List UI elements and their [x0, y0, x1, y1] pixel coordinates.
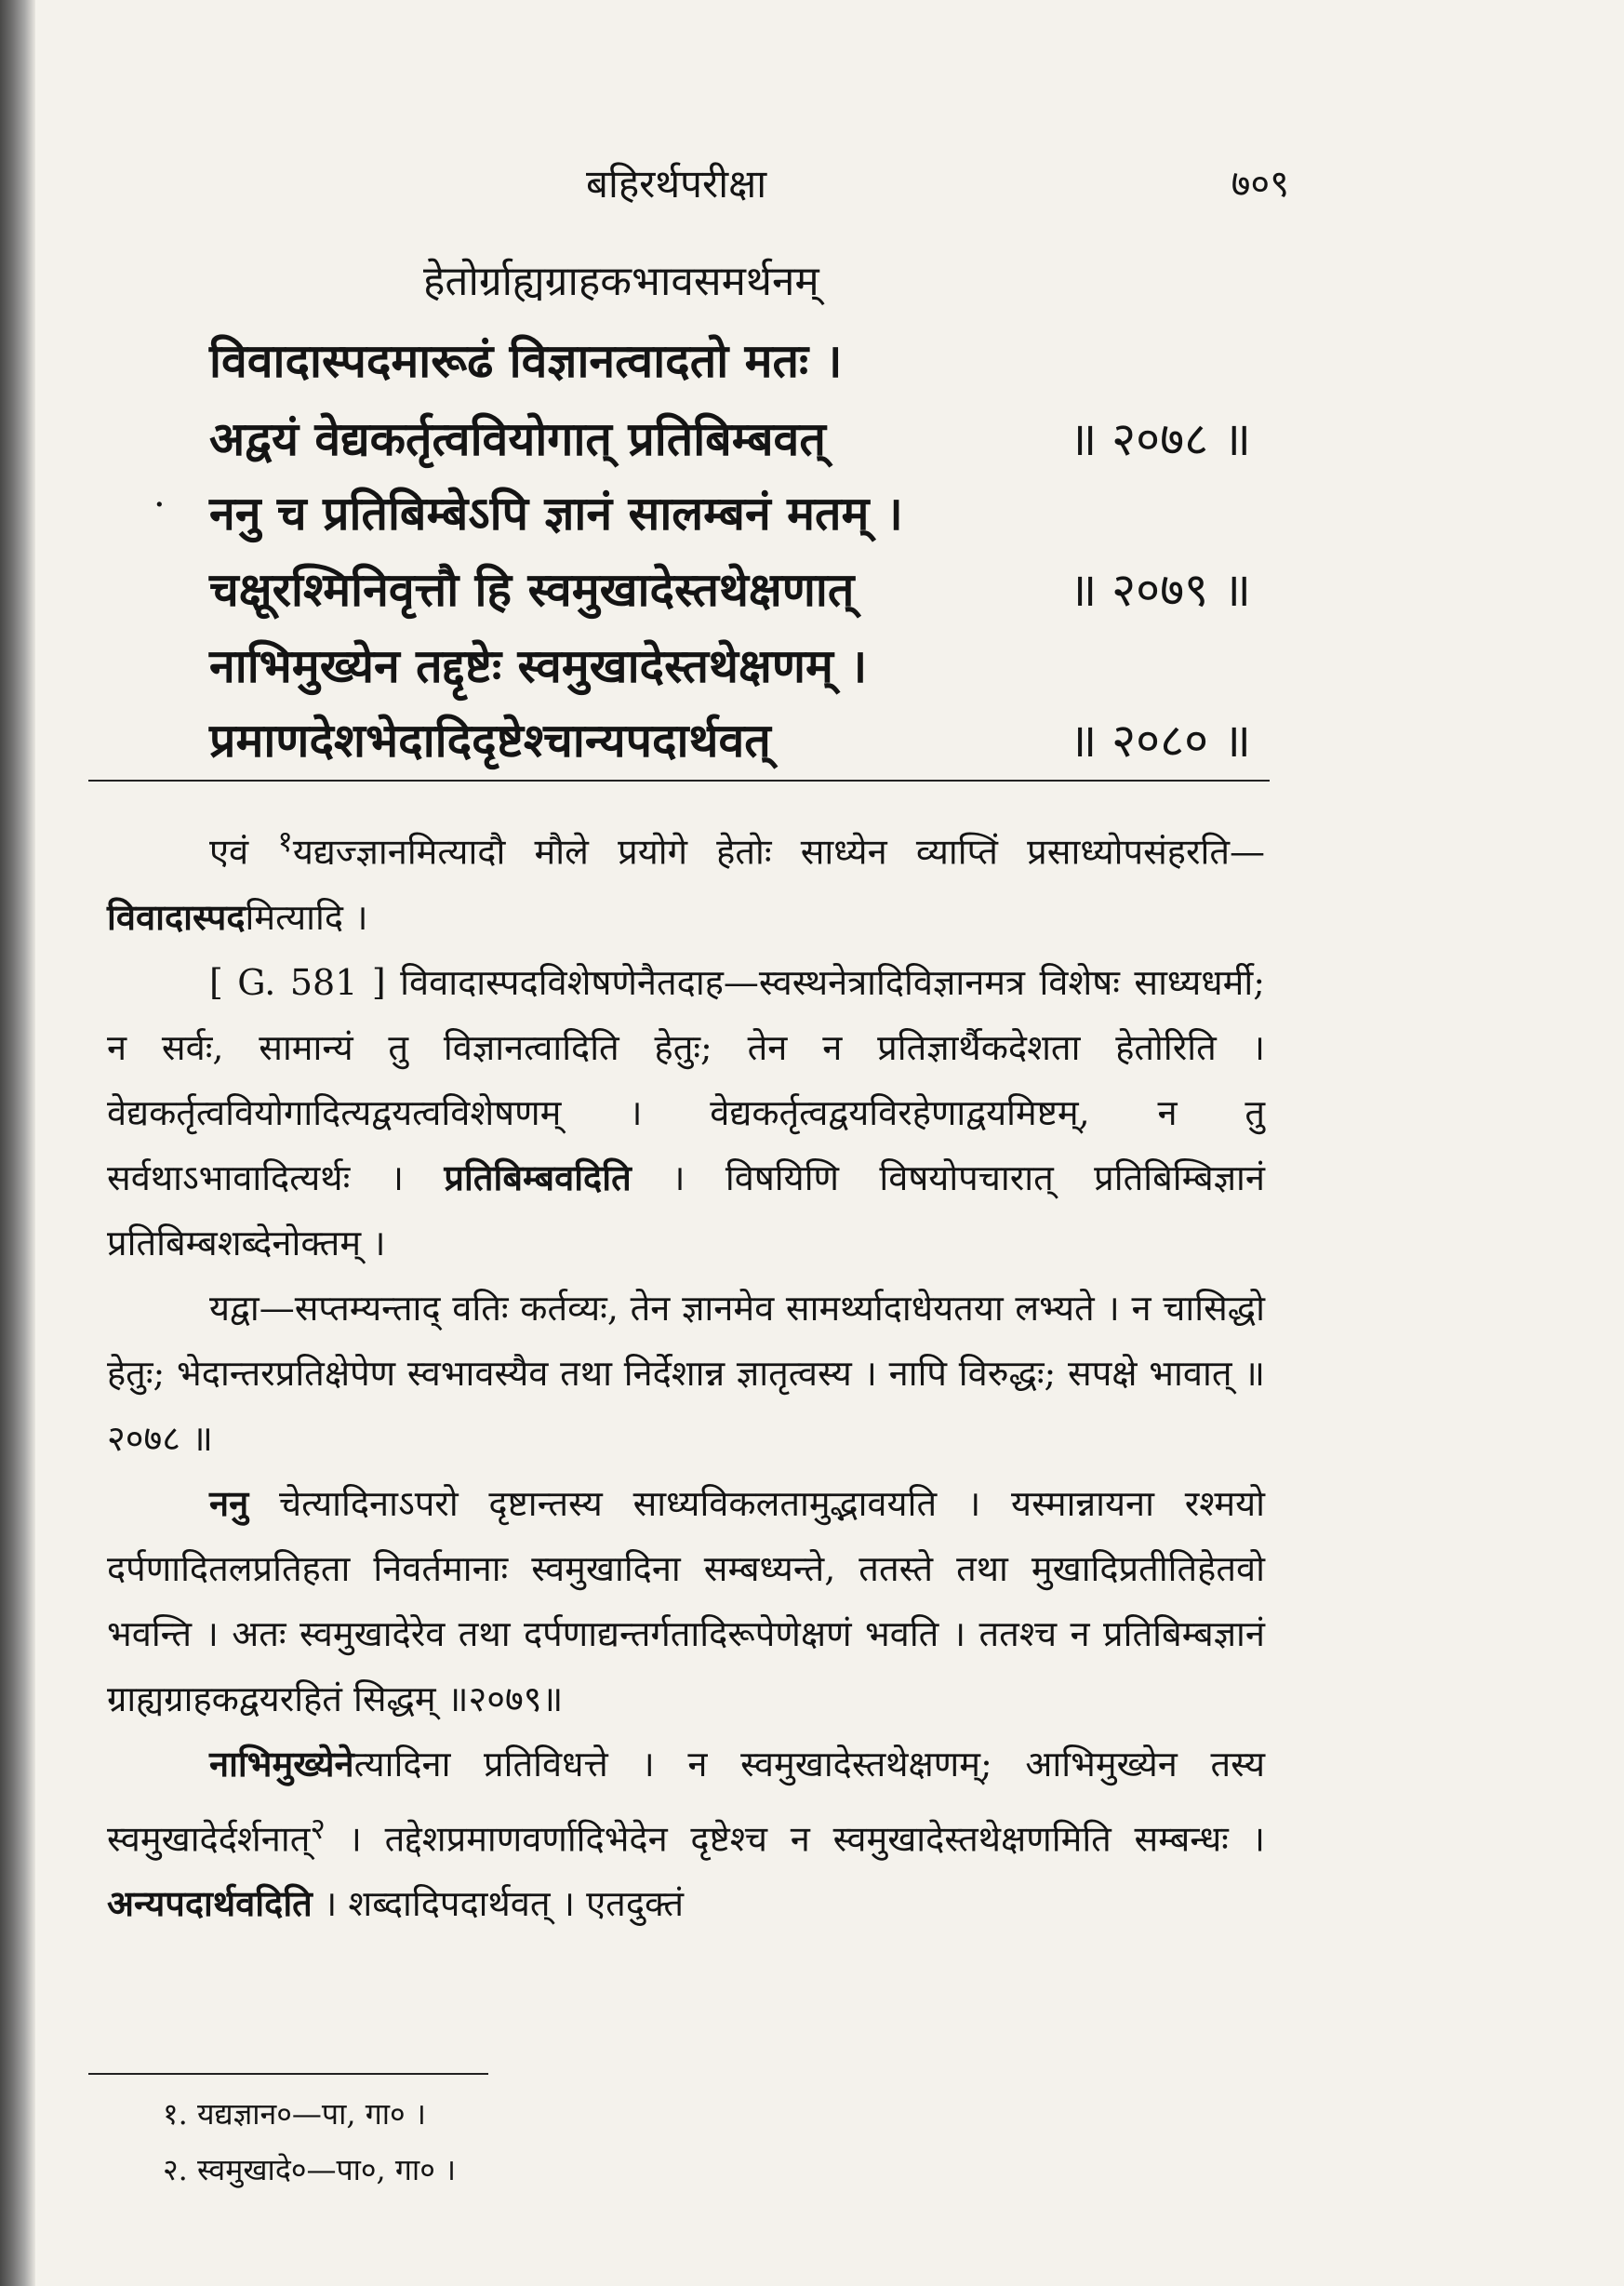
commentary-lemma: ननु	[209, 1481, 249, 1524]
verse-line-6	[209, 707, 1251, 770]
verse-divider-rule	[88, 780, 1270, 782]
commentary-lemma: विवादास्पद	[107, 895, 246, 938]
verse-text: ननु च प्रतिबिम्बेऽपि ज्ञानं सालम्बनं मतम् ।	[209, 486, 903, 541]
verse-line-2	[209, 406, 1251, 469]
commentary-paragraph-3	[107, 1276, 1265, 1471]
commentary-text: यद्यज्ज्ञानमित्यादौ मौले प्रयोगे हेतोः साध्येन व्याप्तिं प्रसाध्योपसंहरति—	[292, 831, 1265, 873]
commentary-text: चेत्यादिनाऽपरो दृष्टान्तस्य साध्यविकलतामुद्भावयति । यस्मान्नायना रश्मयो दर्पणादितलप्रतिहता निवर्तमानाः स्वमुखादिना सम्बध्यन्ते, ततस्ते तथा मुखादिप्रतीतिहेतवो भवन्ति । अतः स्वमुखादेरेव तथा दर्पणाद्यन्तर्गतादिरूपेणेक्षणं भवति । ततश्च न प्रतिबिम्बज्ञानं ग्राह्यग्राहकद्वयरहितं सिद्धम् ॥२०७९॥	[107, 1482, 1265, 1719]
commentary-text: त्यादिना प्रतिविधत्ते । न स्वमुखादेस्तथेक्षणम्; आभिमुख्येन तस्य स्वमुखादेर्दर्शनात्	[107, 1743, 1265, 1860]
commentary-text: । तद्देशप्रमाणवर्णादिभेदेन दृष्टेश्च न स्वमुखादेस्तथेक्षणमिति सम्बन्धः ।	[325, 1818, 1265, 1860]
verse-line-3	[209, 480, 1251, 543]
page-number: ७०९	[1231, 163, 1289, 206]
footnote-marker: २	[310, 1811, 326, 1846]
verse-line-5	[209, 633, 1251, 696]
commentary-paragraph-4	[107, 1471, 1265, 1731]
verse-line-4	[209, 556, 1251, 620]
commentary-paragraph-2	[107, 950, 1265, 1276]
commentary-text: । विषयिणि विषयोपचारात् प्रतिबिम्बिज्ञानं प्रतिबिम्बशब्देनोक्तम् ।	[107, 1156, 1265, 1263]
commentary-text: मित्यादि ।	[245, 896, 368, 938]
commentary-paragraph-5	[107, 1731, 1265, 1937]
footnote-2: २. स्वमुखादे०—पा०, गा० ।	[163, 2152, 457, 2187]
footnote-marker: १	[277, 825, 293, 859]
commentary-lemma: नाभिमुख्येने	[209, 1742, 354, 1785]
verse-line-1	[209, 328, 1251, 391]
commentary-text: यद्वा—सप्तम्यन्ताद् वतिः कर्तव्यः, तेन ज्ञानमेव सामर्थ्यादाधेयतया लभ्यते । न चासिद्धो हेतुः; भेदान्तरप्रतिक्षेपेण स्वभावस्यैव तथा निर्देशान्न ज्ञातृत्वस्य । नापि विरुद्धः; सपक्षे भावात् ॥ २०७८ ॥	[107, 1287, 1265, 1459]
footnote-divider-rule	[88, 2073, 488, 2075]
verse-number: ॥ २०७८ ॥	[1069, 412, 1251, 466]
commentary-paragraph-1	[107, 809, 1265, 950]
commentary-text: एवं	[209, 831, 278, 873]
verse-text: नाभिमुख्येन तद्दृष्टेः स्वमुखादेस्तथेक्षणम् ।	[209, 638, 868, 693]
verse-bullet: ·	[153, 484, 166, 527]
section-heading: हेतोर्ग्राह्यग्राहकभावसमर्थनम्	[423, 258, 819, 305]
verse-text: विवादास्पदमारूढं विज्ञानत्वादतो मतः ।	[209, 333, 843, 388]
running-header-title: बहिरर्थपरीक्षा	[586, 161, 767, 207]
commentary-lemma: अन्यपदार्थवदिति	[107, 1882, 313, 1925]
edition-page-reference: [ G. 581 ]	[209, 961, 386, 1003]
verse-text: चक्षूरश्मिनिवृत्तौ हि स्वमुखादेस्तथेक्षणात्	[209, 562, 855, 617]
verse-text: अद्वयं वेद्यकर्तृत्ववियोगात् प्रतिबिम्बवत्	[209, 411, 826, 466]
verse-number: ॥ २०७९ ॥	[1069, 563, 1251, 617]
commentary-text: विवादास्पदविशेषणेनैतदाह—स्वस्थनेत्रादिविज्ञानमत्र विशेषः साध्यधर्मी; न सर्वः, सामान्यं तु विज्ञानत्वादिति हेतुः; तेन न प्रतिज्ञार्थैकदेशता हेतोरिति । वेद्यकर्तृत्ववियोगादित्यद्वयत्वविशेषणम् । वेद्यकर्तृत्वद्वयविरहेणाद्वयमिष्टम्, न तु सर्वथाऽभावादित्यर्थः ।	[107, 961, 1265, 1198]
book-binding-edge	[0, 0, 35, 2286]
commentary-body	[107, 809, 1265, 1936]
verse-number: ॥ २०८० ॥	[1069, 714, 1251, 768]
commentary-text: । शब्दादिपदार्थवत् । एतदुक्तं	[312, 1883, 685, 1925]
footnote-1: १. यद्यज्ञान०—पा, गा० ।	[163, 2096, 426, 2132]
commentary-lemma: प्रतिबिम्बवदिति	[444, 1156, 632, 1198]
verse-text: प्रमाणदेशभेदादिदृष्टेश्चान्यपदार्थवत्	[209, 713, 771, 768]
